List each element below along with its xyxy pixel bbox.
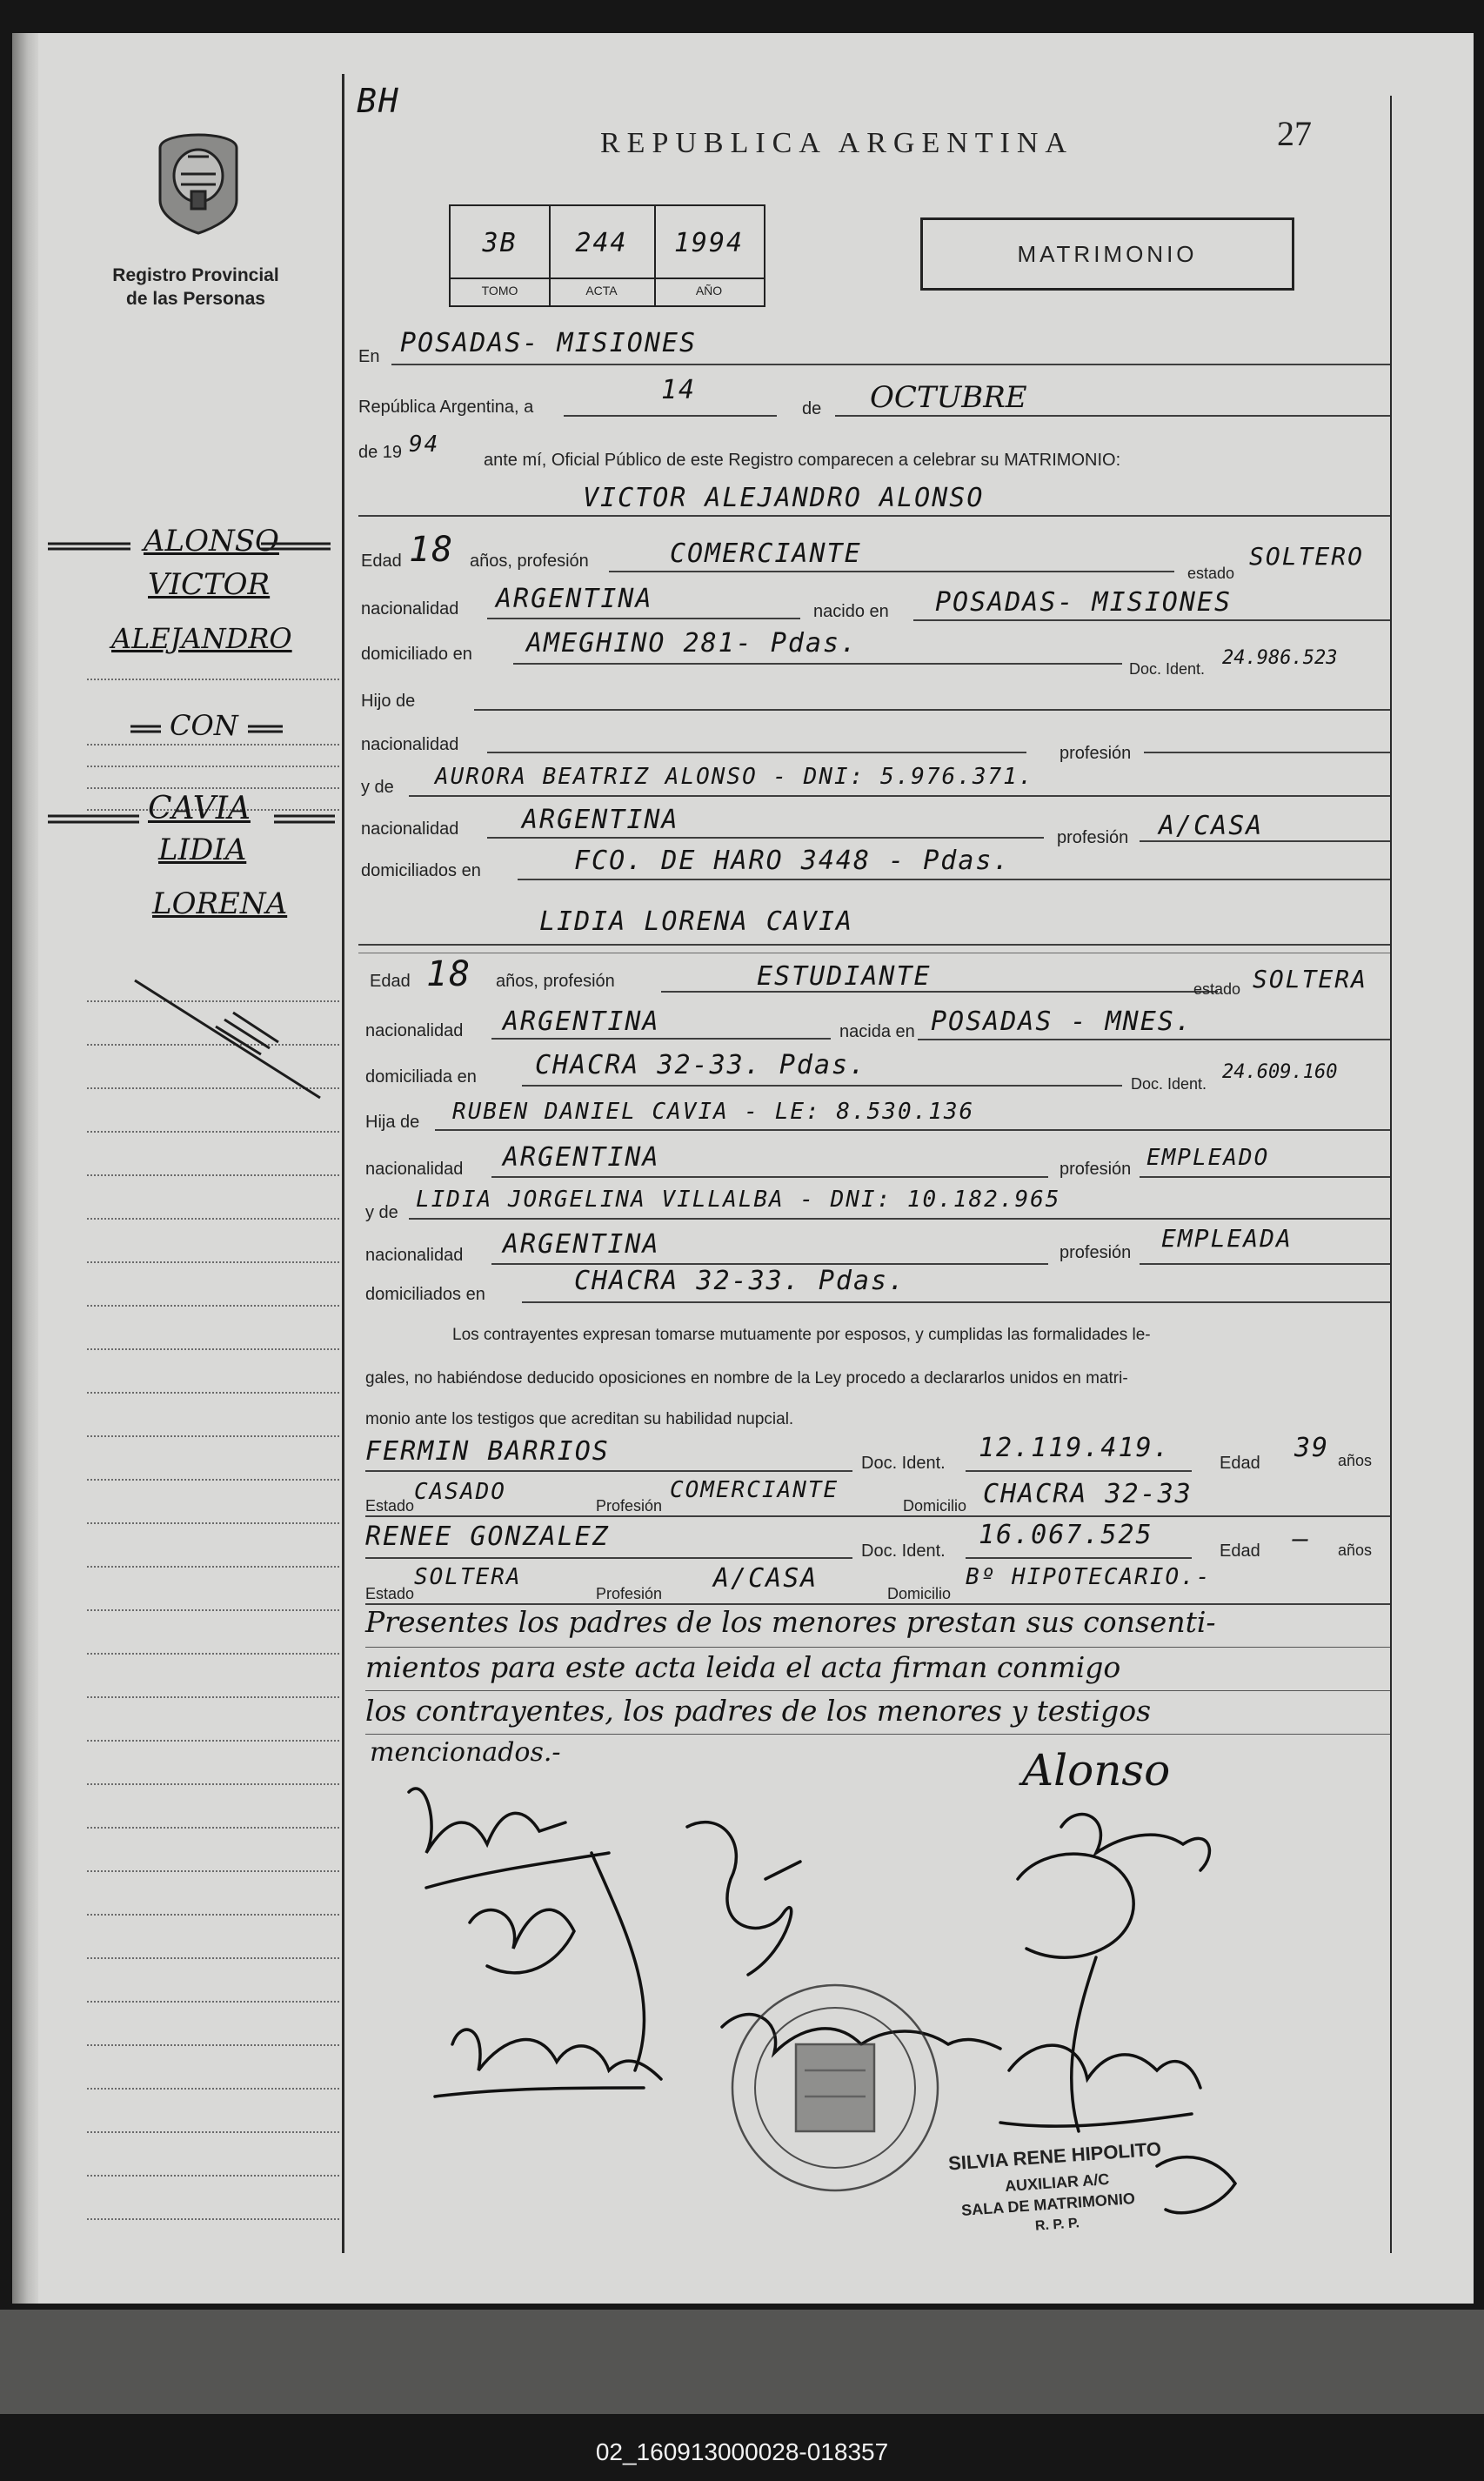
tomo-value: 3B	[482, 228, 518, 258]
groom-parents-address: FCO. DE HARO 3448 - Pdas.	[574, 846, 1011, 876]
witness2-estado: SOLTERA	[414, 1564, 522, 1590]
witness2-domicilio-label: Domicilio	[887, 1585, 952, 1602]
bride-doc-label: Doc. Ident.	[1131, 1075, 1207, 1093]
notes-line4: mencionados.-	[370, 1737, 561, 1768]
groom-nacionalidad-label: nacionalidad	[361, 599, 459, 619]
document-type: MATRIMONIO	[1017, 241, 1198, 267]
de-label: de	[802, 399, 822, 418]
witness2-doc-label: Doc. Ident.	[861, 1541, 946, 1561]
groom-mother-nat-label: nacionalidad	[361, 819, 459, 839]
witness1-profession: COMERCIANTE	[670, 1477, 839, 1503]
witness1-address: CHACRA 32-33	[983, 1479, 1193, 1509]
witness2-address: Bº HIPOTECARIO.-	[966, 1564, 1212, 1590]
groom-mother-nationality: ARGENTINA	[522, 805, 679, 835]
bride-father-nationality: ARGENTINA	[503, 1142, 660, 1173]
en-label: En	[358, 347, 380, 366]
groom-name: VICTOR ALEJANDRO ALONSO	[583, 483, 985, 513]
bride-yde-label: y de	[365, 1203, 398, 1222]
acta-label: ACTA	[585, 284, 618, 298]
witness1-estado: CASADO	[414, 1479, 506, 1505]
page-number: 27	[1277, 114, 1312, 153]
bride-mother-nationality: ARGENTINA	[503, 1229, 660, 1260]
margin-given2a: LIDIA	[158, 833, 247, 867]
year-prefix: de 19	[358, 443, 403, 462]
bride-doc: 24.609.160	[1222, 1061, 1338, 1083]
groom-parents-dom-label: domiciliados en	[361, 861, 481, 880]
registry-name-line2: de las Personas	[126, 289, 265, 309]
groom-nacido-label: nacido en	[813, 602, 889, 621]
bride-parents-address: CHACRA 32-33. Pdas.	[574, 1266, 906, 1296]
bride-birthplace: POSADAS - MNES.	[931, 1006, 1193, 1037]
ano-value: 1994	[673, 228, 745, 258]
groom-doc-label: Doc. Ident.	[1129, 660, 1206, 678]
registry-name-line1: Registro Provincial	[112, 265, 279, 285]
bride-anos-profesion: años, profesión	[496, 972, 615, 991]
intro-statement: ante mí, Oficial Público de este Registro comparecen a celebrar su MATRIMONIO:	[484, 451, 1121, 470]
bride-domiciliada-label: domiciliada en	[365, 1067, 477, 1087]
bride-father: RUBEN DANIEL CAVIA - LE: 8.530.136	[452, 1099, 975, 1125]
bride-estado-label: estado	[1193, 980, 1241, 998]
witness1-doc-label: Doc. Ident.	[861, 1454, 946, 1473]
declaration-line3: monio ante los testigos que acreditan su habilidad nupcial.	[365, 1410, 794, 1428]
groom-profession: COMERCIANTE	[670, 538, 862, 569]
bride-parents-dom-label: domiciliados en	[365, 1285, 485, 1304]
groom-father-nat-label: nacionalidad	[361, 735, 459, 754]
margin-surname1: ALONSO	[144, 524, 279, 558]
bride-nationality: ARGENTINA	[503, 1006, 660, 1037]
bride-mother: LIDIA JORGELINA VILLALBA - DNI: 10.182.965	[416, 1187, 1061, 1213]
margin-given2b: LORENA	[152, 886, 288, 921]
bride-profession: ESTUDIANTE	[757, 961, 932, 992]
image-caption: 02_160913000028-018357	[595, 2438, 889, 2465]
witness1-anos-label: años	[1338, 1452, 1373, 1469]
corner-initials: BH	[357, 82, 400, 120]
tomo-label: TOMO	[481, 284, 518, 298]
witness2-edad-label: Edad	[1220, 1541, 1260, 1561]
groom-birthplace: POSADAS- MISIONES	[935, 587, 1233, 618]
bride-nacida-label: nacida en	[839, 1022, 915, 1041]
witness2-profesion-label: Profesión	[596, 1585, 663, 1602]
declaration-line1: Los contrayentes expresan tomarse mutuamente por esposos, y cumplidas las formalidades le-	[452, 1326, 1151, 1344]
notes-line1: Presentes los padres de los menores prestan sus consenti-	[365, 1605, 1216, 1639]
margin-given1a: VICTOR	[148, 567, 271, 602]
witness2-doc: 16.067.525	[979, 1520, 1153, 1550]
groom-address: AMEGHINO 281- Pdas.	[526, 628, 859, 659]
witness2-estado-label: Estado	[365, 1585, 415, 1602]
bride-estado: SOLTERA	[1253, 965, 1368, 993]
groom-mother-prof-label: profesión	[1057, 828, 1129, 847]
groom-edad: 18	[409, 530, 455, 570]
day: 14	[661, 375, 697, 405]
year-suffix: 94	[409, 431, 440, 458]
bride-address: CHACRA 32-33. Pdas.	[535, 1050, 867, 1080]
witness2-edad: —	[1293, 1524, 1311, 1555]
bride-mother-nat-label: nacionalidad	[365, 1246, 464, 1265]
bride-edad-label: Edad	[370, 972, 411, 991]
witness1-doc: 12.119.419.	[979, 1433, 1171, 1463]
witness2-profession: A/CASA	[713, 1563, 819, 1594]
witness1-domicilio-label: Domicilio	[903, 1497, 967, 1515]
groom-estado-label: estado	[1187, 565, 1235, 582]
acta-value: 244	[575, 228, 628, 258]
witness1-edad: 39	[1294, 1433, 1330, 1463]
groom-nationality: ARGENTINA	[496, 584, 653, 614]
official-office: SALA DE MATRIMONIO	[960, 2190, 1136, 2219]
groom-yde-label: y de	[361, 778, 394, 797]
margin-surname2: CAVIA	[148, 791, 251, 826]
official-org: R. P. P.	[1034, 2216, 1080, 2234]
month: OCTUBRE	[870, 380, 1027, 415]
bride-edad: 18	[426, 954, 472, 994]
country-heading: REPUBLICA ARGENTINA	[600, 127, 1073, 159]
groom-signature: Alonso	[1022, 1745, 1171, 1796]
witness1-estado-label: Estado	[365, 1497, 415, 1515]
bride-name: LIDIA LORENA CAVIA	[539, 906, 854, 937]
declaration-line2: gales, no habiéndose deducido oposiciones en nombre de la Ley procedo a declararlos unidos en matri-	[365, 1369, 1128, 1388]
margin-connector: CON	[170, 709, 238, 742]
republic-label: República Argentina, a	[358, 398, 534, 417]
witness1-edad-label: Edad	[1220, 1454, 1260, 1473]
groom-edad-label: Edad	[361, 552, 402, 571]
place: POSADAS- MISIONES	[400, 328, 698, 358]
notes-line2: mientos para este acta leida el acta firman conmigo	[365, 1650, 1121, 1684]
groom-estado: SOLTERO	[1249, 542, 1365, 571]
official-name: SILVIA RENE HIPOLITO	[947, 2137, 1162, 2175]
notes-line3: los contrayentes, los padres de los menores y testigos	[365, 1694, 1152, 1728]
groom-hijo-label: Hijo de	[361, 692, 416, 711]
bride-nacionalidad-label: nacionalidad	[365, 1021, 464, 1040]
groom-mother-profession: A/CASA	[1159, 811, 1264, 841]
groom-doc: 24.986.523	[1222, 647, 1338, 669]
bride-father-nat-label: nacionalidad	[365, 1160, 464, 1179]
witness2-anos-label: años	[1338, 1541, 1373, 1559]
bride-mother-prof-label: profesión	[1060, 1243, 1132, 1262]
groom-anos-profesion: años, profesión	[470, 552, 589, 571]
ano-label: AÑO	[695, 284, 723, 298]
bride-father-prof-label: profesión	[1060, 1160, 1132, 1179]
witness2-name: RENEE GONZALEZ	[365, 1521, 610, 1552]
groom-mother: AURORA BEATRIZ ALONSO - DNI: 5.976.371.	[435, 764, 1034, 790]
official-title: AUXILIAR A/C	[1004, 2170, 1110, 2196]
groom-domiciliado-label: domiciliado en	[361, 645, 472, 664]
groom-father-prof-label: profesión	[1060, 744, 1132, 763]
bride-father-profession: EMPLEADO	[1146, 1145, 1270, 1171]
margin-given1b: ALEJANDRO	[111, 622, 292, 655]
bride-hija-label: Hija de	[365, 1113, 420, 1132]
bride-mother-profession: EMPLEADA	[1161, 1224, 1293, 1253]
witness1-profesion-label: Profesión	[596, 1497, 663, 1515]
witness1-name: FERMIN BARRIOS	[365, 1436, 610, 1467]
